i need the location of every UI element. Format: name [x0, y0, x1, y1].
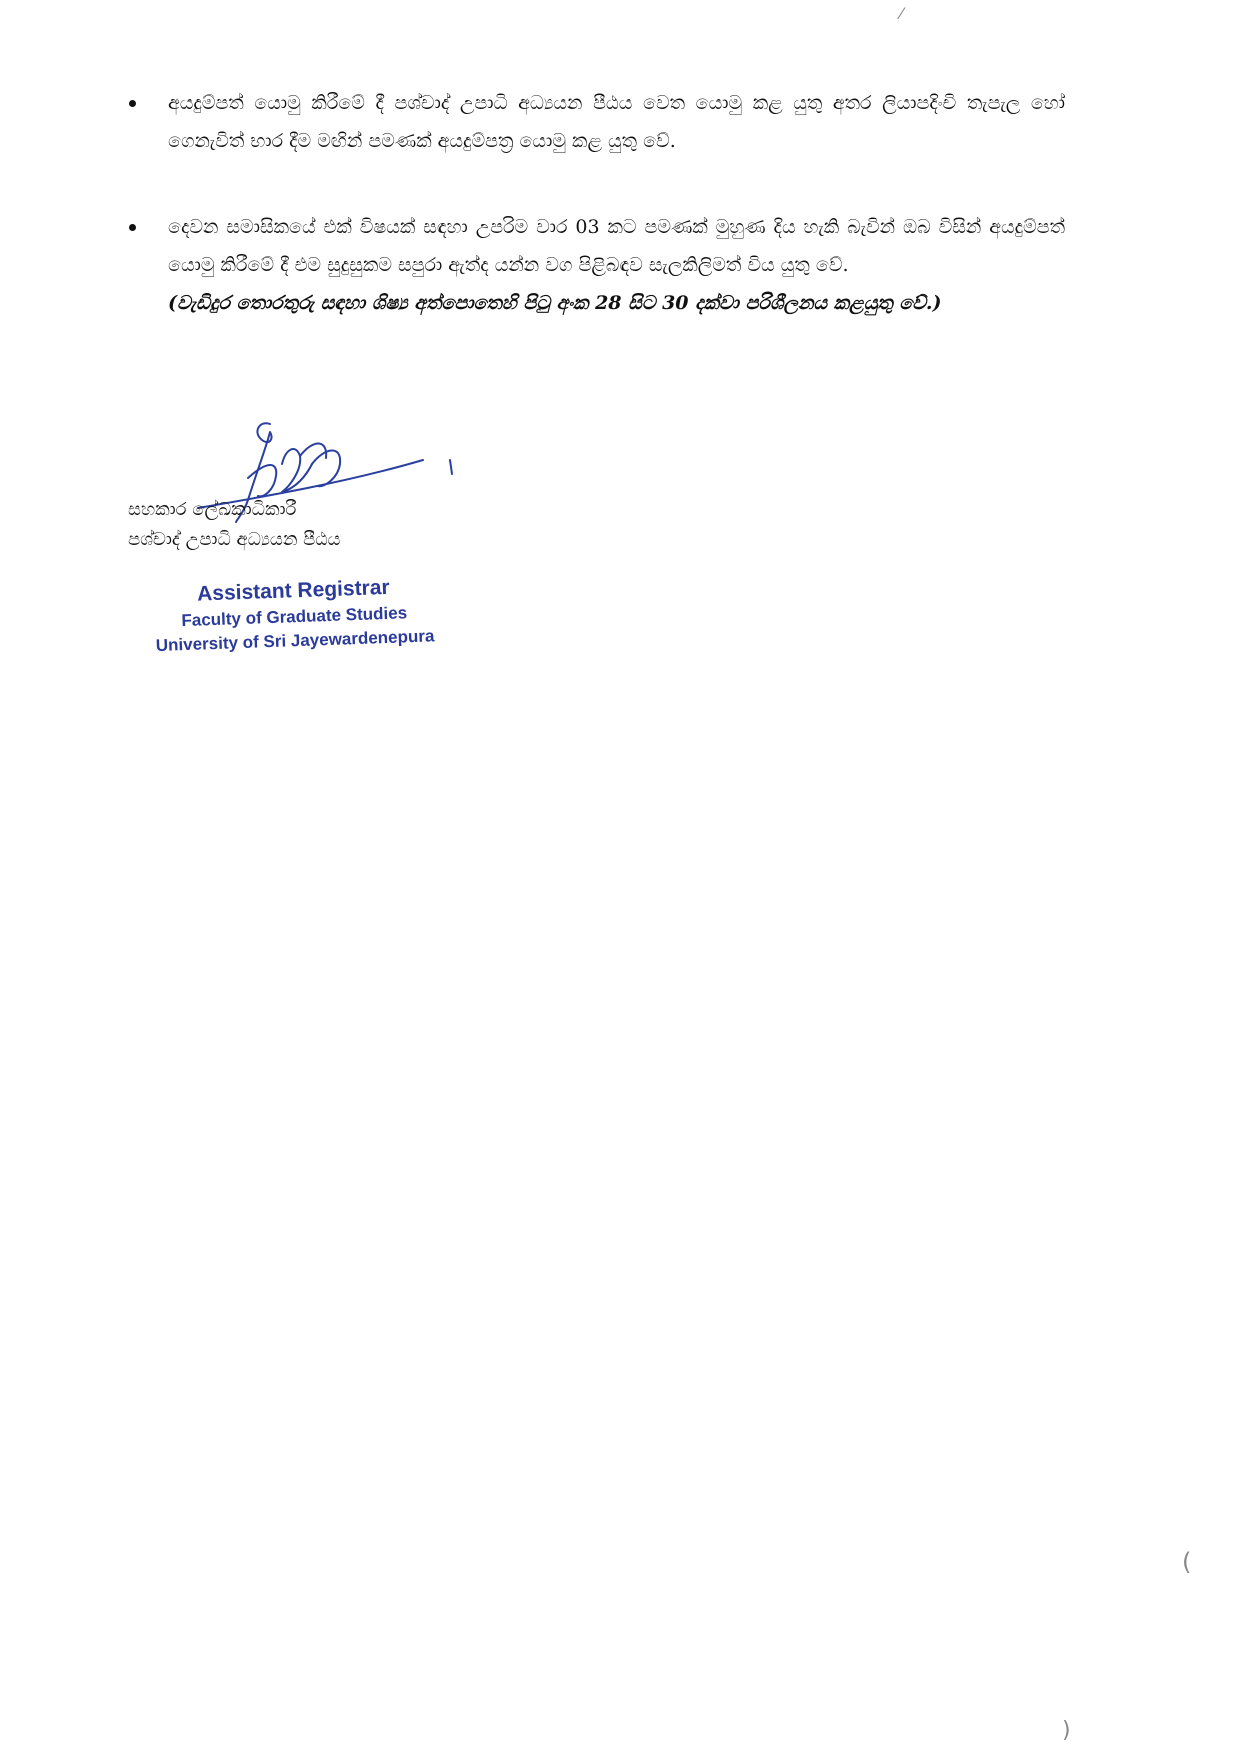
signer-faculty: පශ්චාද් උපාධි අධ්‍යයන පීඨය — [128, 529, 341, 550]
stamp-line-university: University of Sri Jayewardenepura — [155, 626, 435, 656]
bullet-list — [120, 84, 1065, 370]
bullet-dot-icon — [129, 100, 136, 107]
bullet-text: දෙවන සමාසිකයේ එක් විෂයක් සඳහා උපරිම වාර 03 කට පමණක් මුහුණ දිය හැකි බැවින් ඔබ විසින් අයදුම්පත් යොමු කිරීමේ දී එම සුදුසුකම සපුරා ඇත්ද යන්න වග පිළිබඳව සැලකිලිමත් විය යුතු වේ. — [168, 216, 1065, 276]
bullet-text: අයදුම්පත් යොමු කිරීමේ දී පශ්චාද් උපාධි අධ්‍යයන පීඨය වෙත යොමු කළ යුතු අතර ලියාපදිංචි තැපැල හෝ ගෙනැවිත් භාර දීම මඟින් පමණක් අයදුම්පත්‍ර යොමු කළ යුතු වේ. — [168, 92, 1065, 152]
scan-artifact-icon: ⁄ — [900, 4, 903, 23]
official-stamp — [128, 571, 460, 658]
signer-title: සහකාර ලේඛකාධිකාරී — [128, 499, 297, 520]
stamp-line-faculty: Faculty of Graduate Studies — [181, 603, 408, 631]
scan-artifact-icon: ) — [1062, 1718, 1071, 1743]
scan-artifact-icon: ( — [1182, 1548, 1192, 1576]
signature-block — [128, 418, 548, 678]
reference-note: (වැඩිදුර තොරතුරු සඳහා ශිෂ්‍ය අත්පොතෙහි පිටු අංක 28 සිට 30 දක්වා පරිශීලනය කළයුතු වේ.) — [168, 292, 942, 314]
list-item — [120, 84, 1065, 160]
list-item — [120, 208, 1065, 322]
bullet-dot-icon — [129, 224, 136, 231]
stamp-line-title: Assistant Registrar — [196, 575, 390, 606]
